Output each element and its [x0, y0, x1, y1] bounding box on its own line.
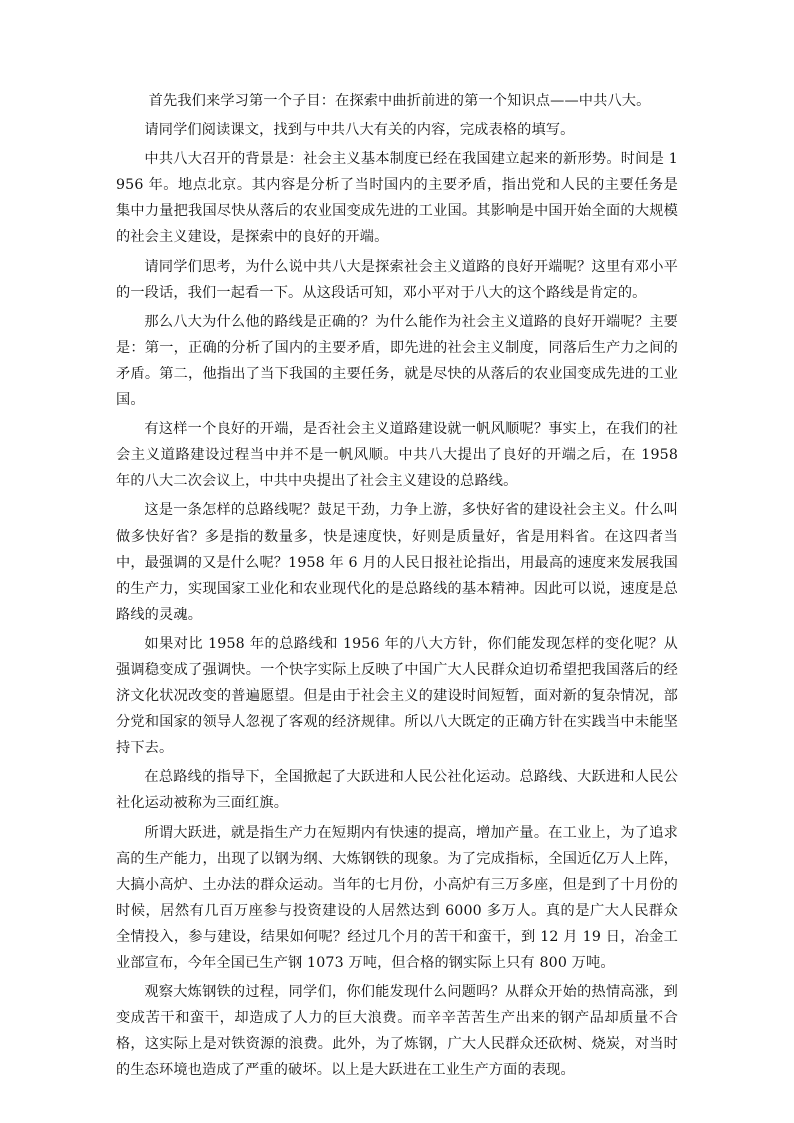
paragraph-11: 观察大炼钢铁的过程，同学们，你们能发现什么问题吗？从群众开始的热情高涨，到变成苦干和蛮干，却造成了人力的巨大浪费。而辛辛苦苦生产出来的钢产品却质量不合格，这实际上是对铁资源的浪费。此外，为了炼钢，广大人民群众还砍树、烧炭，对当时的生态环境也造成了严重的破坏。以上是大跃进在工业生产方面的表现。	[116, 984, 678, 1079]
paragraph-6: 有这样一个良好的开端，是否社会主义道路建设就一帆风顺呢？事实上，在我们的社会主义道路建设过程当中并不是一帆风顺。中共八大提出了良好的开端之后，在 1958 年的八大二次会议上，中共中央提出了社会主义建设的总路线。	[116, 421, 678, 490]
paragraph-10: 所谓大跃进，就是指生产力在短期内有快速的提高，增加产量。在工业上，为了追求高的生产能力，出现了以钢为纲、大炼钢铁的现象。为了完成指标，全国近亿万人上阵，大搞小高炉、土办法的群众运动。当年的七月份，小高炉有三万多座，但是到了十月份的时候，居然有几百万座参与投资建设的人居然达到 6000 多万人。真的是广大人民群众全情投入，参与建设，结果如何呢？经过几个月的苦干和蛮干，到 12 月 19 日，冶金工业部宣布，今年全国已生产钢 1073 万吨，但合格的钢实际上只有 800 万吨。	[116, 824, 678, 971]
paragraph-2: 请同学们阅读课文，找到与中共八大有关的内容，完成表格的填写。	[144, 122, 575, 139]
paragraph-5: 那么八大为什么他的路线是正确的？为什么能作为社会主义道路的良好开端呢？主要是：第一，正确的分析了国内的主要矛盾，即先进的社会主义制度，同落后生产力之间的矛盾。第二，他指出了当下我国的主要任务，就是尽快的从落后的农业国变成先进的工业国。	[116, 313, 678, 409]
paragraph-4: 请同学们思考，为什么说中共八大是探索社会主义道路的良好开端呢？这里有邓小平的一段话，我们一起看一下。从这段话可知，邓小平对于八大的这个路线是肯定的。	[116, 258, 678, 301]
paragraph-7: 这是一条怎样的总路线呢？鼓足干劲，力争上游，多快好省的建设社会主义。什么叫做多快好省？多是指的数量多，快是速度快，好则是质量好，省是用料省。在这四者当中，最强调的又是什么呢？1958 年 6 月的人民日报社论指出，用最高的速度来发展我国的生产力，实现国家工业化和农业现代化的是总路线的基本精神。因此可以说，速度是总路线的灵魂。	[116, 502, 678, 623]
paragraph-9: 在总路线的指导下，全国掀起了大跃进和人民公社化运动。总路线、大跃进和人民公社化运动被称为三面红旗。	[116, 769, 678, 812]
document-body	[116, 88, 678, 1086]
paragraph-3: 中共八大召开的背景是：社会主义基本制度已经在我国建立起来的新形势。时间是 1956 年。地点北京。其内容是分析了当时国内的主要矛盾，指出党和人民的主要任务是集中力量把我国尽快从落后的农业国变成先进的工业国。其影响是中国开始全面的大规模的社会主义建设，是探索中的良好的开端。	[116, 151, 678, 246]
paragraph-1: 首先我们来学习第一个子目：在探索中曲折前进的第一个知识点——中共八大。	[148, 93, 651, 109]
paragraph-8: 如果对比 1958 年的总路线和 1956 年的八大方针，你们能发现怎样的变化呢？从强调稳变成了强调快。一个快字实际上反映了中国广大人民群众迫切希望把我国落后的经济文化状况改变的普遍愿望。但是由于社会主义的建设时间短暂，面对新的复杂情况，部分党和国家的领导人忽视了客观的经济规律。所以八大既定的正确方针在实践当中未能坚持下去。	[116, 635, 678, 757]
